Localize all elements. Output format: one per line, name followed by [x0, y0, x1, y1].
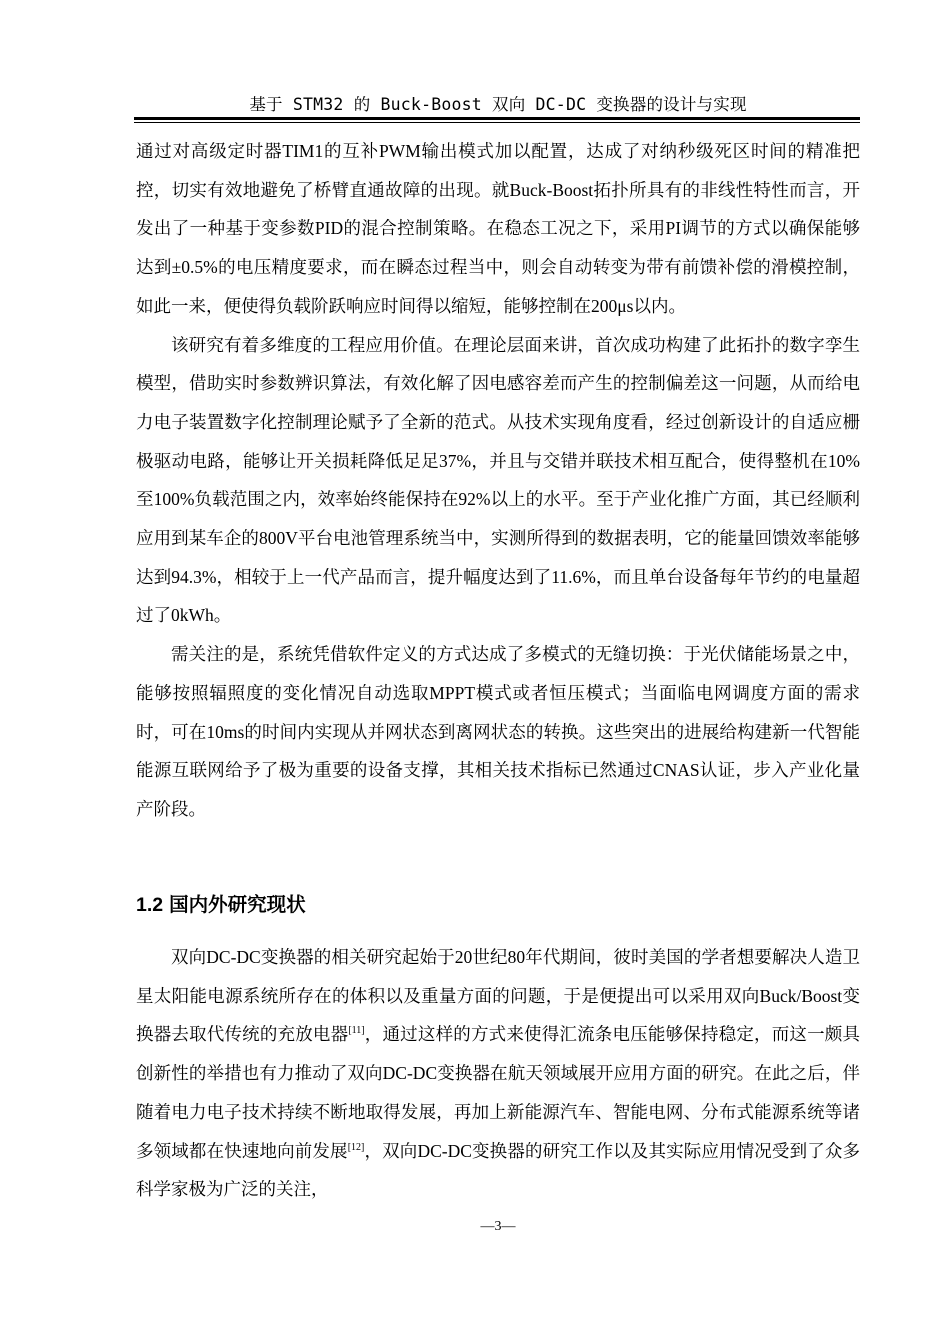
section-title: 国内外研究现状	[169, 894, 306, 916]
section-number: 1.2	[136, 894, 164, 916]
paragraph-mode-switching: 需关注的是，系统凭借软件定义的方式达成了多模式的无缝切换：于光伏储能场景之中，能够按照辐照度的变化情况自动选取MPPT模式或者恒压模式；当面临电网调度方面的需求时，可在10ms的时间内实现从并网状态到离网状态的转换。这些突出的进展给构建新一代智能能源互联网给予了极为重要的设备支撑，其相关技术指标已然通过CNAS认证，步入产业化量产阶段。	[136, 644, 860, 819]
citation-ref: [12]	[347, 1141, 365, 1153]
paragraph-research-status	[136, 938, 860, 1209]
body-text-top	[136, 132, 860, 829]
section-heading	[136, 890, 312, 920]
paragraph-continued: 通过对高级定时器TIM1的互补PWM输出模式加以配置，达成了对纳秒级死区时间的精准把控，切实有效地避免了桥臂直通故障的出现。就Buck-Boost拓扑所具有的非线性特性而言，开发出了一种基于变参数PID的混合控制策略。在稳态工况之下，采用PI调节的方式以确保能够达到±0.5%的电压精度要求，而在瞬态过程当中，则会自动转变为带有前馈补偿的滑模控制，如此一来，便使得负载阶跃响应时间得以缩短，能够控制在200μs以内。	[136, 141, 860, 316]
paragraph-text: ，通过这样的方式来使得汇流条电压能够保持稳定，而这一颇具创新性的举措也有力推动了双向DC-DC变换器在航天领域展开应用方面的研究。在此之后，伴随着电力电子技术持续不断地取得发展，再加上新能源汽车、智能电网、分布式能源系统等诸多领域都在快速地向前发展	[136, 1024, 860, 1161]
paragraph-text: ，双向DC-DC变换器的研究工作以及其实际应用情况受到了众多科学家极为广泛的关注，	[136, 1140, 860, 1200]
running-header-title: 基于 STM32 的 Buck-Boost 双向 DC-DC 变换器的设计与实现	[249, 95, 747, 114]
page-number: —3—	[480, 1219, 516, 1234]
header-rule	[134, 117, 860, 120]
citation-ref: [11]	[348, 1025, 365, 1037]
header-rule-thin	[134, 122, 860, 123]
paragraph-engineering-value: 该研究有着多维度的工程应用价值。在理论层面来讲，首次成功构建了此拓扑的数字孪生模型，借助实时参数辨识算法，有效化解了因电感容差而产生的控制偏差这一问题，从而给电力电子装置数字化控制理论赋予了全新的范式。从技术实现角度看，经过创新设计的自适应栅极驱动电路，能够让开关损耗降低足足37%，并且与交错并联技术相互配合，使得整机在10%至100%负载范围之内，效率始终能保持在92%以上的水平。至于产业化推广方面，其已经顺利应用到某车企的800V平台电池管理系统当中，实测所得到的数据表明，它的能量回馈效率能够达到94.3%，相较于上一代产品而言，提升幅度达到了11.6%，而且单台设备每年节约的电量超过了0kWh。	[136, 334, 860, 626]
paragraph-text: 双向DC-DC变换器的相关研究起始于20世纪80年代期间，彼时美国的学者想要解决人造卫星太阳能电源系统所存在的体积以及重量方面的问题，于是便提出可以采用双向Buck/Boost变换器去取代传统的充放电器	[136, 947, 860, 1045]
body-text-bottom	[136, 938, 860, 1209]
